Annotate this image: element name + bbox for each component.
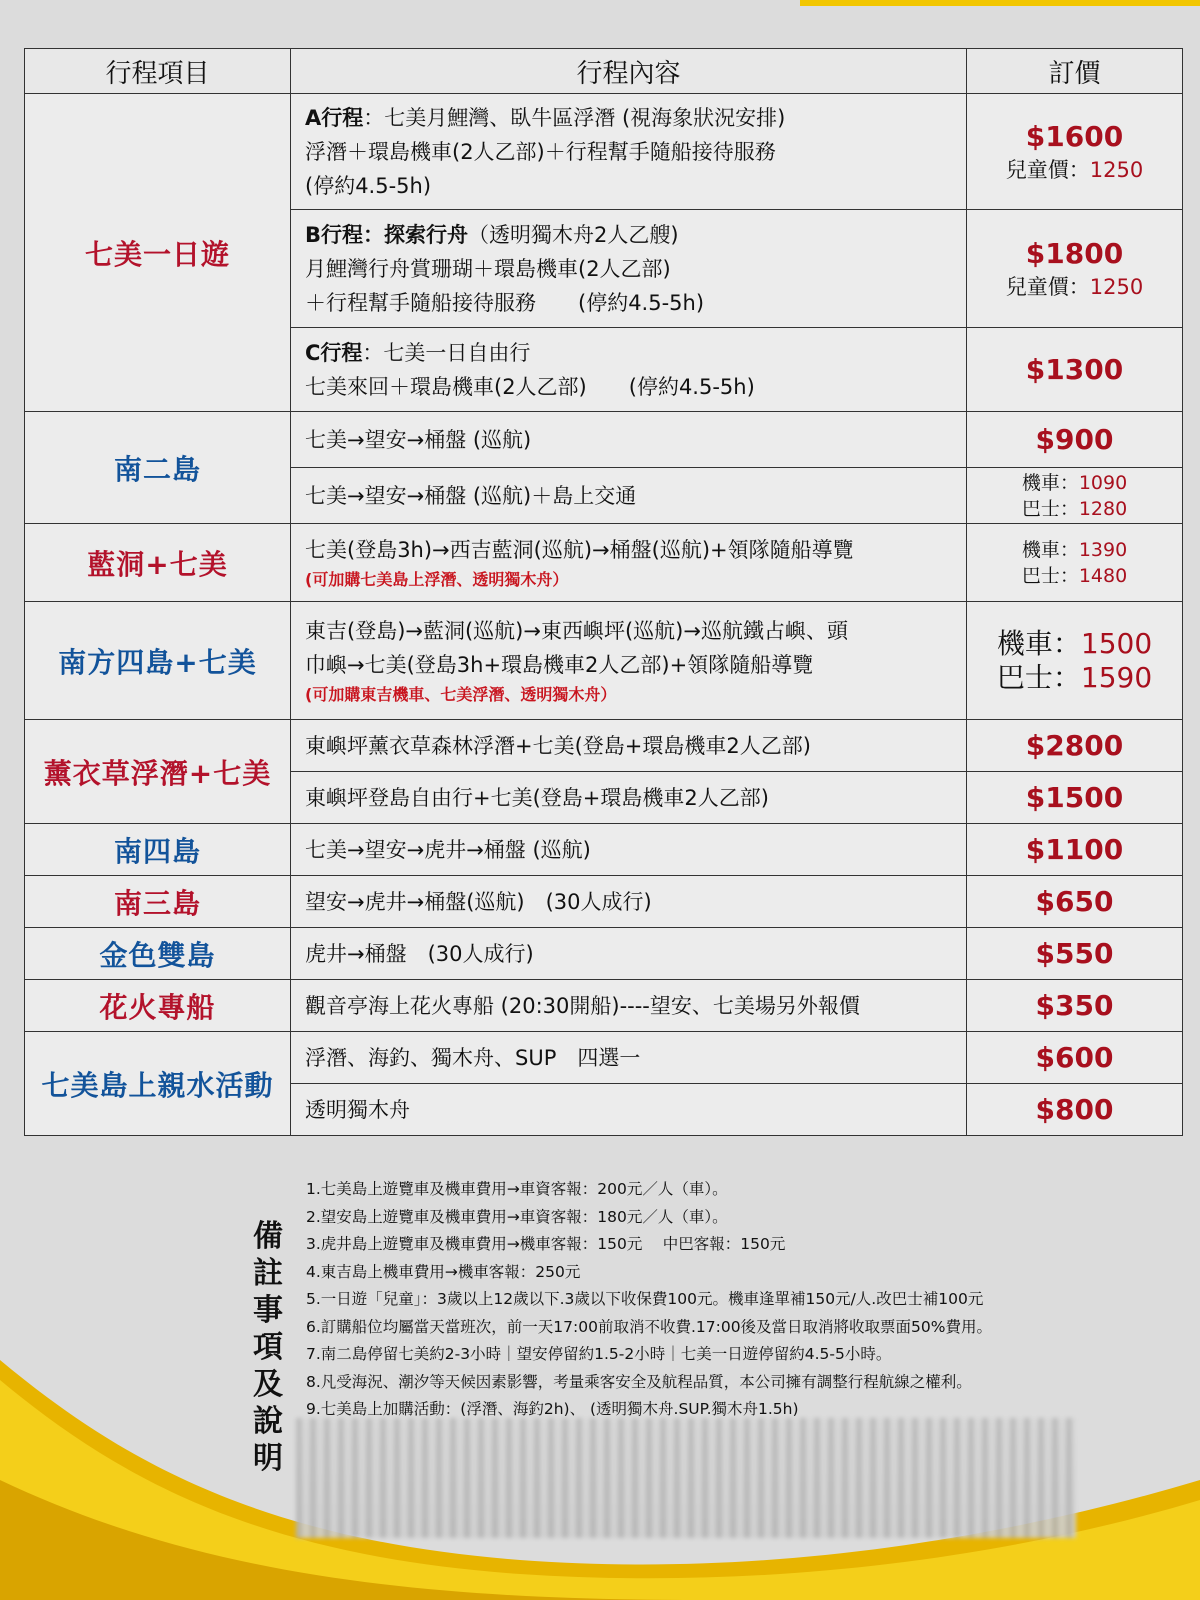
content-plan-c: C行程：七美一日自由行 七美來回＋環島機車(2人乙部) (停約4.5-5h) <box>291 328 967 412</box>
price-lavender-1: $2800 <box>967 720 1183 772</box>
price-south-four-qimei: 機車：1500 巴士：1590 <box>967 602 1183 720</box>
table-row <box>25 412 1183 468</box>
table-row <box>25 928 1183 980</box>
content-south-three: 望安→虎井→桶盤(巡航) (30人成行) <box>291 876 967 928</box>
category-blue-cave: 藍洞+七美 <box>25 524 291 602</box>
category-qimei-day: 七美一日遊 <box>25 94 291 412</box>
blurred-contact-info <box>296 1418 1076 1538</box>
note-item: 2.望安島上遊覽車及機車費用→車資客報：180元／人（車）。 <box>306 1207 728 1226</box>
table-row <box>25 524 1183 602</box>
price-table <box>24 48 1183 1136</box>
price-water-2: $800 <box>967 1084 1183 1136</box>
content-water-1: 浮潛、海釣、獨木舟、SUP 四選一 <box>291 1032 967 1084</box>
content-south-four-qimei: 東吉(登島)→藍洞(巡航)→東西嶼坪(巡航)→巡航鐵占嶼、頭 巾嶼→七美(登島3h+環島機車2人乙部)+領隊隨船導覽 (可加購東吉機車、七美浮潛、透明獨木舟） <box>291 602 967 720</box>
table-row <box>25 720 1183 772</box>
price-south-three: $650 <box>967 876 1183 928</box>
table-row <box>25 1032 1183 1084</box>
price-water-1: $600 <box>967 1032 1183 1084</box>
table-row <box>25 94 1183 210</box>
content-plan-a: A行程：七美月鯉灣、臥牛區浮潛 (視海象狀況安排) 浮潛＋環島機車(2人乙部)＋行程幫手隨船接待服務 (停約4.5-5h) <box>291 94 967 210</box>
price-south-two-1: $900 <box>967 412 1183 468</box>
content-plan-b: B行程：探索行舟（透明獨木舟2人乙艘) 月鯉灣行舟賞珊瑚＋環島機車(2人乙部) ＋行程幫手隨船接待服務 (停約4.5-5h) <box>291 210 967 328</box>
notes-title: 備 註 事 項 及 說 明 <box>253 1219 283 1476</box>
category-fireworks: 花火專船 <box>25 980 291 1032</box>
content-south-four: 七美→望安→虎井→桶盤 (巡航) <box>291 824 967 876</box>
content-golden-twin: 虎井→桶盤 (30人成行) <box>291 928 967 980</box>
note-item: 1.七美島上遊覽車及機車費用→車資客報：200元／人（車）。 <box>306 1180 728 1198</box>
content-south-two-2: 七美→望安→桶盤 (巡航)＋島上交通 <box>291 468 967 524</box>
category-south-two: 南二島 <box>25 412 291 524</box>
content-lavender-2: 東嶼坪登島自由行+七美(登島+環島機車2人乙部) <box>291 772 967 824</box>
content-water-2: 透明獨木舟 <box>291 1084 967 1136</box>
note-item: 9.七美島上加購活動：(浮潛、海釣2h)、 (透明獨木舟.SUP.獨木舟1.5h) <box>306 1400 799 1418</box>
category-south-three: 南三島 <box>25 876 291 928</box>
note-item: 4.東吉島上機車費用→機車客報：250元 <box>306 1262 581 1281</box>
price-fireworks: $350 <box>967 980 1183 1032</box>
note-item: 7.南二島停留七美約2-3小時｜望安停留約1.5-2小時｜七美一日遊停留約4.5-5小時。 <box>306 1345 892 1363</box>
price-lavender-2: $1500 <box>967 772 1183 824</box>
content-lavender-1: 東嶼坪薰衣草森林浮潛+七美(登島+環島機車2人乙部) <box>291 720 967 772</box>
content-blue-cave: 七美(登島3h)→西吉藍洞(巡航)→桶盤(巡航)+領隊隨船導覽 (可加購七美島上浮潛、透明獨木舟） <box>291 524 967 602</box>
header-content: 行程內容 <box>291 49 967 94</box>
price-blue-cave: 機車：1390 巴士：1480 <box>967 524 1183 602</box>
content-fireworks: 觀音亭海上花火專船 (20:30開船)----望安、七美場另外報價 <box>291 980 967 1032</box>
category-water-activities: 七美島上親水活動 <box>25 1032 291 1136</box>
price-plan-b: $1800 兒童價：1250 <box>967 210 1183 328</box>
note-item: 5.一日遊「兒童」：3歲以上12歲以下.3歲以下收保費100元。機車逢單補150元/人.改巴士補100元 <box>306 1290 984 1308</box>
content-south-two-1: 七美→望安→桶盤 (巡航) <box>291 412 967 468</box>
table-row <box>25 876 1183 928</box>
notes-list <box>306 1176 1186 1424</box>
note-item: 8.凡受海況、潮汐等天候因素影響，考量乘客安全及航程品質，本公司擁有調整行程航線之權利。 <box>306 1372 972 1391</box>
table-row <box>25 980 1183 1032</box>
note-item: 6.訂購船位均屬當天當班次，前一天17:00前取消不收費.17:00後及當日取消將收取票面50%費用。 <box>306 1317 993 1336</box>
category-lavender: 薰衣草浮潛+七美 <box>25 720 291 824</box>
category-south-four-qimei: 南方四島+七美 <box>25 602 291 720</box>
table-row <box>25 824 1183 876</box>
category-golden-twin: 金色雙島 <box>25 928 291 980</box>
category-south-four: 南四島 <box>25 824 291 876</box>
price-south-four: $1100 <box>967 824 1183 876</box>
header-item: 行程項目 <box>25 49 291 94</box>
note-item: 3.虎井島上遊覽車及機車費用→機車客報：150元 中巴客報：150元 <box>306 1235 786 1253</box>
price-plan-a: $1600 兒童價：1250 <box>967 94 1183 210</box>
price-south-two-2: 機車：1090 巴士：1280 <box>967 468 1183 524</box>
table-header-row <box>25 49 1183 94</box>
header-price: 訂價 <box>967 49 1183 94</box>
table-row <box>25 602 1183 720</box>
price-plan-c: $1300 <box>967 328 1183 412</box>
price-golden-twin: $550 <box>967 928 1183 980</box>
